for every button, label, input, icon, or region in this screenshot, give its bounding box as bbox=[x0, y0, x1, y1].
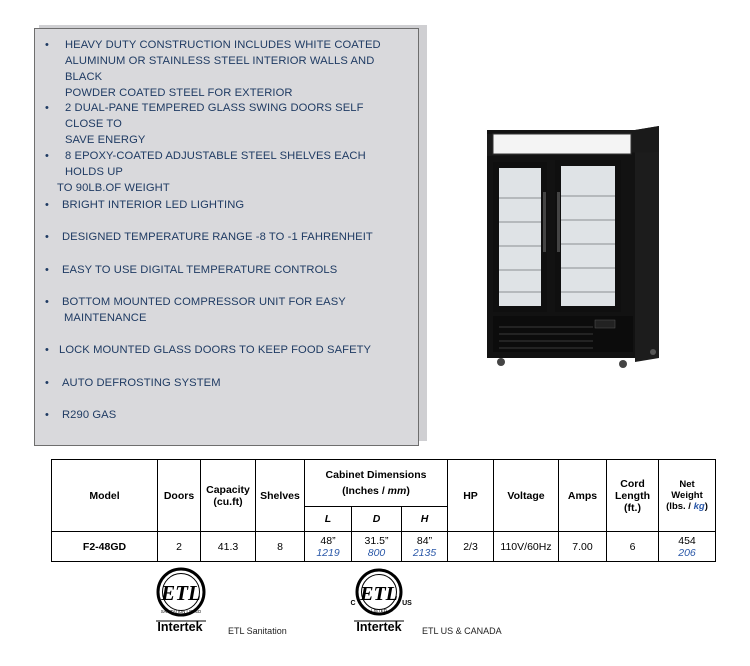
header-length: L bbox=[305, 507, 352, 532]
feature-line: TO 90LB.OF WEIGHT bbox=[57, 182, 170, 194]
header-doors: Doors bbox=[158, 460, 201, 532]
feature-line: 2 DUAL-PANE TEMPERED GLASS SWING DOORS SELF CLOSE TO bbox=[65, 102, 364, 130]
header-hp: HP bbox=[448, 460, 494, 532]
cell-length: 48” 1219 bbox=[305, 532, 352, 562]
freezer-product-image bbox=[483, 122, 661, 374]
bullet-icon: • bbox=[45, 150, 49, 162]
cell-model: F2-48GD bbox=[52, 532, 158, 562]
feature-line: POWDER COATED STEEL FOR EXTERIOR bbox=[65, 87, 293, 99]
etl-mark: ETL bbox=[161, 581, 201, 605]
bullet-icon: • bbox=[45, 102, 49, 114]
intertek-wordmark: Intertek bbox=[157, 620, 203, 634]
header-cord-length: Cord Length (ft.) bbox=[607, 460, 659, 532]
cell-capacity: 41.3 bbox=[201, 532, 256, 562]
etl-us-canada-caption: ETL US & CANADA bbox=[422, 626, 502, 636]
feature-line: MAINTENANCE bbox=[64, 312, 147, 324]
c-mark: C bbox=[350, 600, 356, 607]
header-model: Model bbox=[52, 460, 158, 532]
etl-sanitation-logo bbox=[150, 566, 212, 636]
etl-mark: ETL bbox=[360, 583, 398, 605]
bullet-icon: • bbox=[45, 264, 49, 276]
feature-line: SAVE ENERGY bbox=[65, 134, 146, 146]
feature-line: HEAVY DUTY CONSTRUCTION INCLUDES WHITE COATED bbox=[65, 39, 381, 51]
bullet-icon: • bbox=[45, 377, 49, 389]
us-mark: US bbox=[402, 600, 412, 607]
header-cabinet-dimensions: Cabinet Dimensions (Inches / mm) bbox=[305, 460, 448, 507]
etl-us-canada-logo bbox=[345, 566, 417, 636]
bullet-icon: • bbox=[45, 344, 49, 356]
bullet-icon: • bbox=[45, 231, 49, 243]
cell-weight: 454 206 bbox=[659, 532, 716, 562]
header-shelves: Shelves bbox=[256, 460, 305, 532]
cell-cord: 6 bbox=[607, 532, 659, 562]
ring-text: LISTED bbox=[371, 608, 387, 613]
table-row bbox=[52, 532, 716, 562]
header-capacity: Capacity (cu.ft) bbox=[201, 460, 256, 532]
feature-line: 8 EPOXY-COATED ADJUSTABLE STEEL SHELVES EACH HOLDS UP bbox=[65, 150, 366, 178]
bullet-icon: • bbox=[45, 39, 49, 51]
ring-text: SANITATION LISTED bbox=[160, 609, 202, 614]
spec-table bbox=[51, 459, 716, 562]
features-panel: • HEAVY DUTY CONSTRUCTION INCLUDES WHITE COATED ALUMINUM OR STAINLESS STEEL INTERIOR WALLS AND BLACK POWDER COATED STEEL FOR EXTERIOR • 2 DUAL-PANE TEMPERED GLASS SWING DOORS SELF CLOSE TO SAVE ENERGY • 8 EPOXY-COATED ADJUSTABLE STEEL SHELVES EACH HOLDS UP TO 90LB.OF WEIGHT • BRIGHT INTERIOR LED LIGHTING • DESIGNED TEMPERATURE RANGE -8 TO -1 FAHRENHEIT • EASY TO USE DIGITAL TEMPERATURE CONTROLS • BOTTOM MOUNTED COMPRESSOR UNIT FOR EASY MAINTENANCE • LOCK MOUNTED GLASS DOORS TO KEEP FOOD SAFETY • AUTO DEFROSTING SYSTEM • R290 GAS bbox=[34, 28, 419, 446]
cell-shelves: 8 bbox=[256, 532, 305, 562]
intertek-wordmark: Intertek bbox=[356, 620, 402, 634]
header-voltage: Voltage bbox=[494, 460, 559, 532]
header-net-weight: Net Weight (lbs. / kg) bbox=[659, 460, 716, 532]
header-height: H bbox=[402, 507, 448, 532]
bullet-icon: • bbox=[45, 199, 49, 211]
cell-voltage: 110V/60Hz bbox=[494, 532, 559, 562]
etl-sanitation-caption: ETL Sanitation bbox=[228, 626, 287, 636]
bullet-icon: • bbox=[45, 409, 49, 421]
feature-line: ALUMINUM OR STAINLESS STEEL INTERIOR WALLS AND BLACK bbox=[65, 55, 375, 83]
cell-amps: 7.00 bbox=[559, 532, 607, 562]
cell-depth: 31.5” 800 bbox=[352, 532, 402, 562]
cell-height: 84” 2135 bbox=[402, 532, 448, 562]
header-depth: D bbox=[352, 507, 402, 532]
feature-line: BOTTOM MOUNTED COMPRESSOR UNIT FOR EASY bbox=[62, 296, 346, 308]
cell-hp: 2/3 bbox=[448, 532, 494, 562]
cell-doors: 2 bbox=[158, 532, 201, 562]
header-amps: Amps bbox=[559, 460, 607, 532]
bullet-icon: • bbox=[45, 296, 49, 308]
